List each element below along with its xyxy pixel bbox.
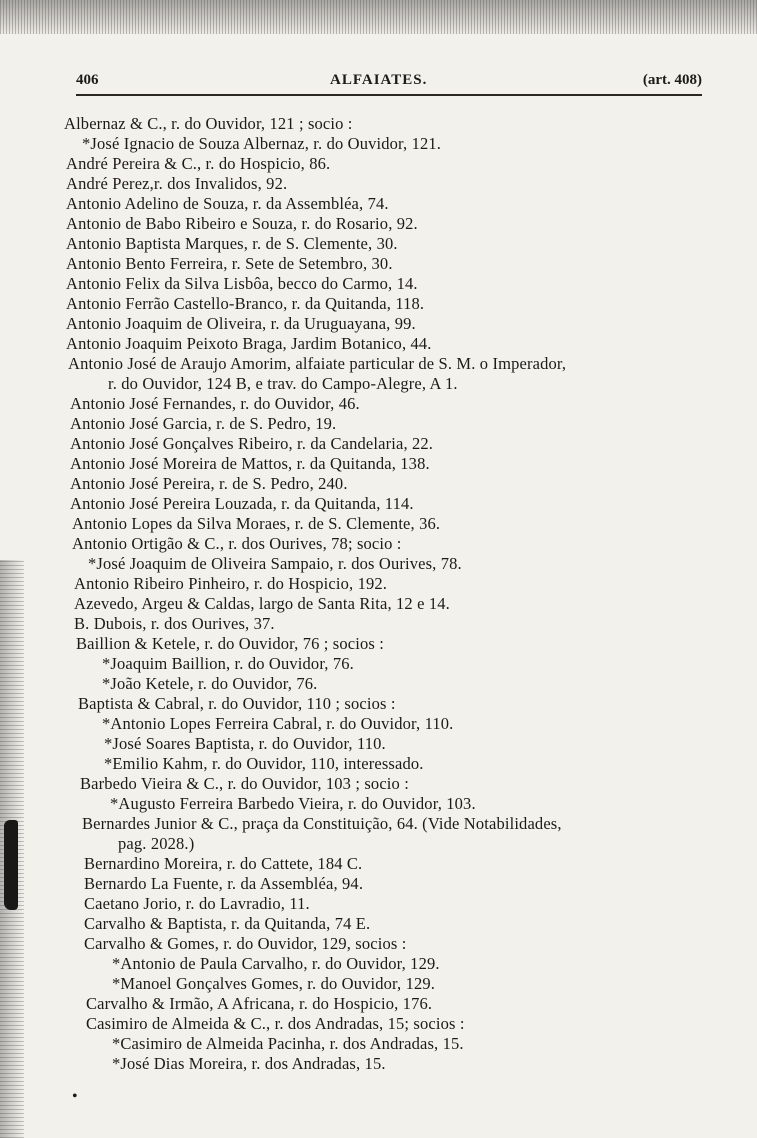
entry-line: Antonio José de Araujo Amorim, alfaiate particular de S. M. o Imperador, xyxy=(68,354,567,373)
entry-line: *José Ignacio de Souza Albernaz, r. do Ouvidor, 121. xyxy=(82,134,442,153)
entry-line: *Antonio de Paula Carvalho, r. do Ouvidor, 129. xyxy=(112,954,440,973)
ink-blot xyxy=(4,820,18,910)
entry-line: Caetano Jorio, r. do Lavradio, 11. xyxy=(84,894,310,913)
entry-line: Carvalho & Irmão, A Africana, r. do Hospicio, 176. xyxy=(86,994,433,1013)
entry-line: Antonio Joaquim Peixoto Braga, Jardim Botanico, 44. xyxy=(66,334,432,353)
entry-line: B. Dubois, r. dos Ourives, 37. xyxy=(74,614,275,633)
entry-line: Antonio Ortigão & C., r. dos Ourives, 78; socio : xyxy=(72,534,402,553)
entry-line: Antonio Adelino de Souza, r. da Assembléa, 74. xyxy=(66,194,389,213)
entry-line: *João Ketele, r. do Ouvidor, 76. xyxy=(102,674,318,693)
scan-noise-top xyxy=(0,0,757,34)
entry-line: Antonio Joaquim de Oliveira, r. da Uruguayana, 99. xyxy=(66,314,416,333)
entry-line: *Joaquim Baillion, r. do Ouvidor, 76. xyxy=(102,654,354,673)
entry-line: pag. 2028.) xyxy=(118,834,195,853)
entry-line: Casimiro de Almeida & C., r. dos Andradas, 15; socios : xyxy=(86,1014,465,1033)
entry-line: Antonio Baptista Marques, r. de S. Clemente, 30. xyxy=(66,234,398,253)
entry-line: André Pereira & C., r. do Hospicio, 86. xyxy=(66,154,331,173)
entry-line: *José Dias Moreira, r. dos Andradas, 15. xyxy=(112,1054,386,1073)
entry-line: *José Soares Baptista, r. do Ouvidor, 110. xyxy=(104,734,386,753)
page-number: 406 xyxy=(76,72,99,88)
entry-line: Antonio Ferrão Castello-Branco, r. da Quitanda, 118. xyxy=(66,294,425,313)
entry-line: *Manoel Gonçalves Gomes, r. do Ouvidor, 129. xyxy=(112,974,436,993)
entry-line: *Emilio Kahm, r. do Ouvidor, 110, interessado. xyxy=(104,754,424,773)
entry-line: André Perez,r. dos Invalidos, 92. xyxy=(66,174,288,193)
entry-line: Baillion & Ketele, r. do Ouvidor, 76 ; socios : xyxy=(76,634,384,653)
entry-line: Bernardes Junior & C., praça da Constituição, 64. (Vide Notabilidades, xyxy=(82,814,562,833)
entry-line: *Augusto Ferreira Barbedo Vieira, r. do Ouvidor, 103. xyxy=(110,794,476,813)
entry-line: Carvalho & Baptista, r. da Quitanda, 74 E. xyxy=(84,914,371,933)
entry-line: Antonio José Moreira de Mattos, r. da Quitanda, 138. xyxy=(70,454,430,473)
entry-line: *Antonio Lopes Ferreira Cabral, r. do Ouvidor, 110. xyxy=(102,714,454,733)
entry-line: *Casimiro de Almeida Pacinha, r. dos Andradas, 15. xyxy=(112,1034,464,1053)
entry-line: Antonio Ribeiro Pinheiro, r. do Hospicio, 192. xyxy=(74,574,388,593)
entry-line: Albernaz & C., r. do Ouvidor, 121 ; socio : xyxy=(64,114,353,133)
entry-line: r. do Ouvidor, 124 B, e trav. do Campo-Alegre, A 1. xyxy=(108,374,458,393)
entry-line: Antonio José Pereira Louzada, r. da Quitanda, 114. xyxy=(70,494,414,513)
entry-line: Antonio Bento Ferreira, r. Sete de Setembro, 30. xyxy=(66,254,393,273)
entry-line: Carvalho & Gomes, r. do Ouvidor, 129, socios : xyxy=(84,934,407,953)
entry-line: Bernardino Moreira, r. do Cattete, 184 C. xyxy=(84,854,363,873)
entry-line: Antonio José Pereira, r. de S. Pedro, 240. xyxy=(70,474,348,493)
entry-line: Barbedo Vieira & C., r. do Ouvidor, 103 ; socio : xyxy=(80,774,409,793)
article-reference: (art. 408) xyxy=(642,72,702,88)
entry-line: Antonio José Fernandes, r. do Ouvidor, 46. xyxy=(70,394,360,413)
entry-line: Bernardo La Fuente, r. da Assembléa, 94. xyxy=(84,874,364,893)
page-header xyxy=(76,72,702,96)
entry-line: Azevedo, Argeu & Caldas, largo de Santa Rita, 12 e 14. xyxy=(74,594,450,613)
entry-line: Antonio de Babo Ribeiro e Souza, r. do Rosario, 92. xyxy=(66,214,418,233)
entry-line: Baptista & Cabral, r. do Ouvidor, 110 ; socios : xyxy=(78,694,396,713)
running-title: ALFAIATES. xyxy=(330,72,428,88)
entry-line: Antonio José Gonçalves Ribeiro, r. da Candelaria, 22. xyxy=(70,434,434,453)
entry-line: Antonio José Garcia, r. de S. Pedro, 19. xyxy=(70,414,337,433)
entry-line: Antonio Felix da Silva Lisbôa, becco do Carmo, 14. xyxy=(66,274,418,293)
entry-line: *José Joaquim de Oliveira Sampaio, r. dos Ourives, 78. xyxy=(88,554,462,573)
footer-mark: • xyxy=(72,1088,78,1105)
entry-line: Antonio Lopes da Silva Moraes, r. de S. Clemente, 36. xyxy=(72,514,441,533)
